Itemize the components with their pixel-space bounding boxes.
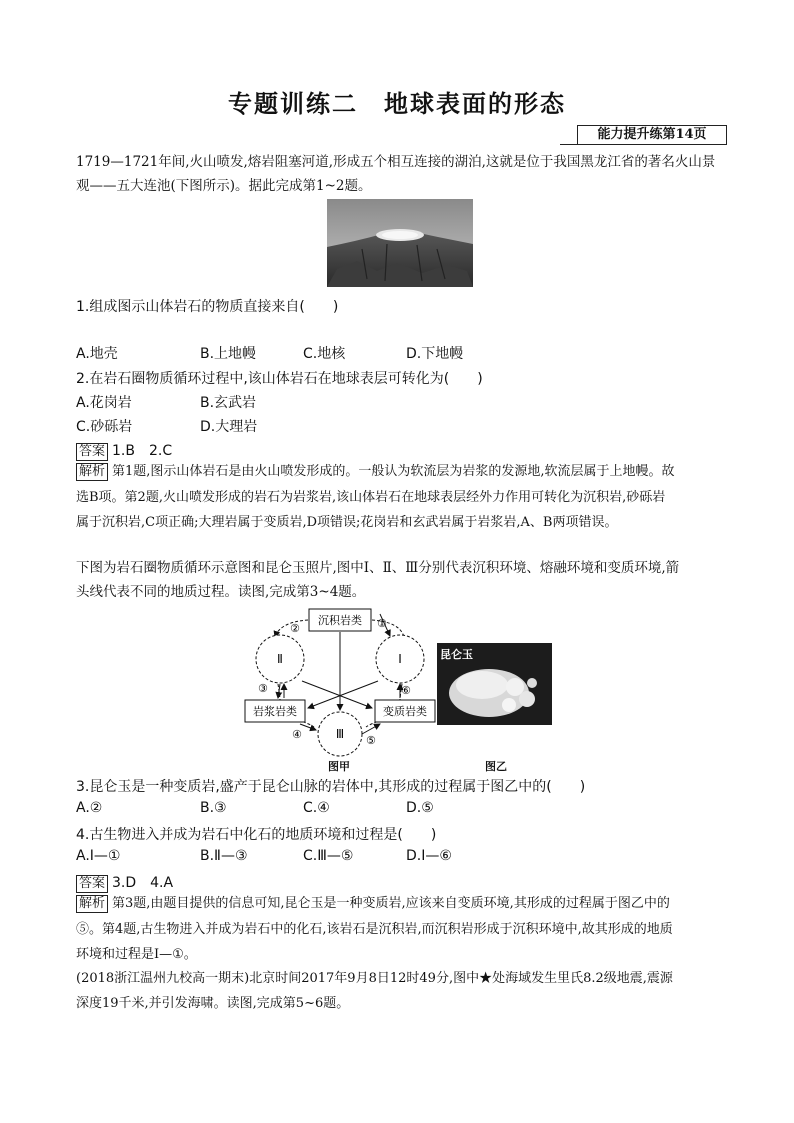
analysis-1-line-3: 属于沉积岩,C项正确;大理岩属于变质岩,D项错误;花岗岩和玄武岩属于岩浆岩,A、B两项错误。 [76,515,618,530]
label-env-ii: Ⅱ [277,652,283,666]
label-metamorphic: 变质岩类 [383,705,427,718]
analysis-2-line-3: 环境和过程是Ⅰ—①。 [76,947,197,962]
caption-figure-b: 图乙 [485,760,507,773]
q1-option-b[interactable]: B.上地幔 [200,346,257,362]
q4-option-d[interactable]: D.Ⅰ—⑥ [406,848,452,864]
label-env-iii: Ⅲ [335,727,345,741]
q4-option-b[interactable]: B.Ⅱ—③ [200,848,248,864]
label-process-2: ② [290,622,300,635]
q3-option-d[interactable]: D.⑤ [406,800,434,816]
analysis-badge: 解析 [76,463,108,481]
kunlun-jade-photo [437,643,552,725]
question-1-stem: 1.组成图示山体岩石的物质直接来自( ) [76,299,339,315]
q3-option-b[interactable]: B.③ [200,800,227,816]
question-3-stem: 3.昆仑玉是一种变质岩,盛产于昆仑山脉的岩体中,其形成的过程属于图乙中的( ) [76,779,586,795]
tag-underline [560,144,726,145]
rock-cycle-diagram [240,602,440,768]
volcano-photo [327,199,473,287]
q2-option-b[interactable]: B.玄武岩 [200,395,257,411]
intro-1-line-1: 1719—1721年间,火山喷发,熔岩阻塞河道,形成五个相互连接的湖泊,这就是位于我国黑龙江省的著名火山景 [76,154,716,170]
analysis-2-line-2: ⑤。第4题,古生物进入并成为岩石中的化石,该岩石是沉积岩,而沉积岩形成于沉积环境中,故其形成的地质 [76,922,673,937]
analysis-2-text-1: 第3题,由题目提供的信息可知,昆仑玉是一种变质岩,应该来自变质环境,其形成的过程属于图乙中的 [112,896,670,911]
analysis-1-line-1 [76,458,675,485]
intro-1-line-2: 观——五大连池(下图所示)。据此完成第1~2题。 [76,178,372,194]
q2-option-c[interactable]: C.砂砾岩 [76,419,133,435]
answer-badge: 答案 [76,443,108,461]
label-sedimentary: 沉积岩类 [318,614,362,627]
q1-option-d[interactable]: D.下地幔 [406,346,464,362]
q1-option-c[interactable]: C.地核 [303,346,346,362]
page-title: 专题训练二 地球表面的形态 [228,89,566,118]
label-process-6: ⑥ [401,684,411,697]
label-env-i: Ⅰ [398,652,402,666]
label-process-3: ③ [258,682,268,695]
intro-2-line-2: 头线代表不同的地质过程。读图,完成第3~4题。 [76,584,366,600]
practice-tag: 能力提升练第14页 [577,125,727,145]
intro-3-line-1: (2018浙江温州九校高一期末)北京时间2017年9月8日12时49分,图中★处海域发生里氏8.2级地震,震源 [76,971,673,986]
analysis-badge: 解析 [76,895,108,913]
analysis-2-line-1 [76,890,670,917]
caption-figure-a: 图甲 [328,760,350,773]
question-4-stem: 4.古生物进入并成为岩石中化石的地质环境和过程是( ) [76,827,437,843]
analysis-1-line-2: 选B项。第2题,火山喷发形成的岩石为岩浆岩,该山体岩石在地球表层经外力作用可转化为沉积岩,砂砾岩 [76,490,666,505]
label-process-1: ① [377,617,387,630]
q1-option-a[interactable]: A.地壳 [76,346,118,362]
answer-1-text: 1.B 2.C [112,443,173,459]
q3-option-a[interactable]: A.② [76,800,103,816]
q2-option-d[interactable]: D.大理岩 [200,419,258,435]
answer-badge: 答案 [76,875,108,893]
intro-3-line-2: 深度19千米,并引发海啸。读图,完成第5~6题。 [76,996,350,1011]
question-2-stem: 2.在岩石圈物质循环过程中,该山体岩石在地球表层可转化为( ) [76,371,483,387]
q2-option-a[interactable]: A.花岗岩 [76,395,132,411]
intro-2-line-1: 下图为岩石圈物质循环示意图和昆仑玉照片,图中Ⅰ、Ⅱ、Ⅲ分别代表沉积环境、熔融环境和变质环境,箭 [76,560,680,576]
label-magmatic: 岩浆岩类 [253,705,297,718]
analysis-1-text-1: 第1题,图示山体岩石是由火山喷发形成的。一般认为软流层为岩浆的发源地,软流层属于上地幔。故 [112,464,675,479]
q3-option-c[interactable]: C.④ [303,800,330,816]
q4-option-a[interactable]: A.Ⅰ—① [76,848,121,864]
q4-option-c[interactable]: C.Ⅲ—⑤ [303,848,354,864]
label-process-5: ⑤ [366,734,376,747]
photo-label: 昆仑玉 [440,648,473,661]
answer-2-text: 3.D 4.A [112,875,174,891]
label-process-4: ④ [292,728,302,741]
